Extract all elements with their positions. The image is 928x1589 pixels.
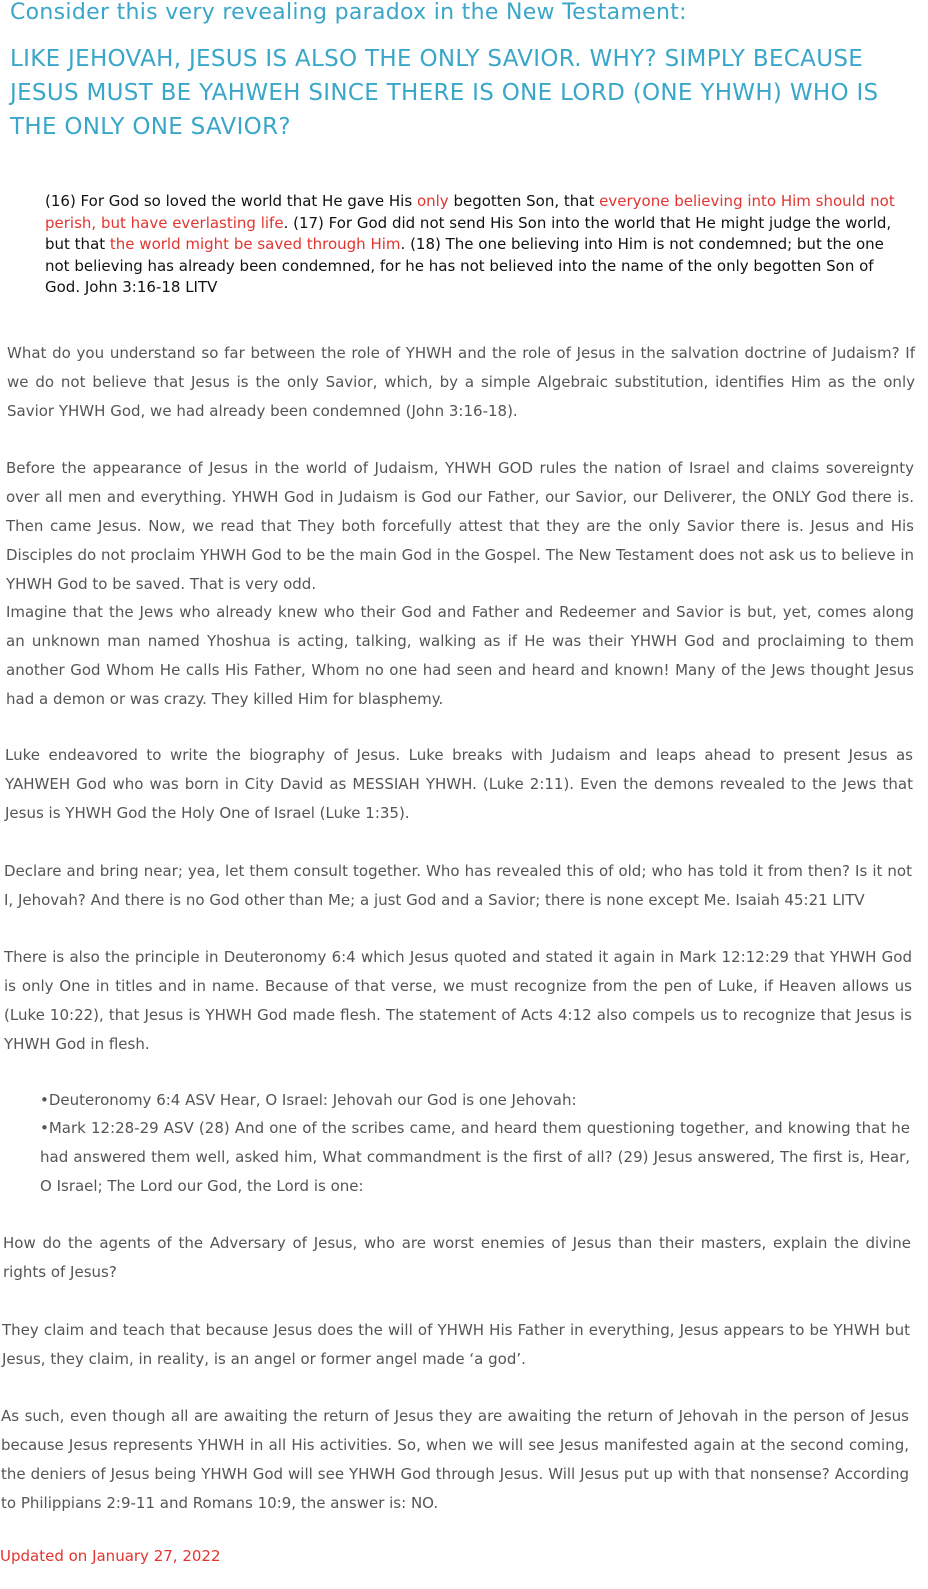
- intro-heading: Consider this very revealing paradox in the New Testament:: [10, 0, 687, 25]
- body-paragraph: They claim and teach that because Jesus does the will of YHWH His Father in everything, Jesus appears to be YHWH but Jesus, they claim, in reality, is an angel or former angel made ‘a god’.: [2, 1321, 910, 1368]
- body-paragraph: There is also the principle in Deuteronomy 6:4 which Jesus quoted and stated it again in Mark 12:12:29 that YHWH God is only One in titles and in name. Because of that verse, we must recognize from the pen of Luke, if Heaven allows us (Luke 10:22), that Jesus is YHWH God made flesh. The statement of Acts 4:12 also compels us to recognize that Jesus is YHWH God in flesh.: [4, 948, 912, 1053]
- quote-highlight: only: [416, 192, 449, 210]
- quote-text: (16) For God so loved the world that He gave His: [45, 192, 417, 210]
- quote-text: . (18) The one believing into Him is not condemned; but the one not believing has already been condemned, for he has not believed into the name of the only begotten Son of God. John 3:16-18 LITV: [45, 235, 884, 297]
- quote-highlight: everyone believing into Him should not perish, but have everlasting life: [45, 192, 895, 232]
- body-paragraph: As such, even though all are awaiting the return of Jesus they are awaiting the return of Jehovah in the person of Jesus because Jesus represents YHWH in all His activities. So, when we will see Jesus manifested again at the second coming, the deniers of Jesus being YHWH God will see YHWH God through Jesus. Will Jesus put up with that nonsense? According to Philippians 2:9-11 and Romans 10:9, the answer is: NO.: [1, 1407, 909, 1512]
- bullet-item: •Mark 12:28-29 ASV (28) And one of the scribes came, and heard them questioning together, and knowing that he had answered them well, asked him, What commandment is the first of all? (29) Jesus answered, The first is, Hear, O Israel; The Lord our God, the Lord is one:: [40, 1119, 910, 1195]
- quote-text: . (17) For God did not send His Son into the world that He might judge the world, but that: [45, 213, 892, 254]
- body-paragraph: How do the agents of the Adversary of Jesus, who are worst enemies of Jesus than their masters, explain the divine rights of Jesus?: [3, 1234, 911, 1281]
- scripture-quote-john-3-16: [45, 191, 907, 299]
- quote-highlight: the world might be saved through Him: [109, 235, 401, 254]
- bullet-item: •Deuteronomy 6:4 ASV Hear, O Israel: Jehovah our God is one Jehovah:: [40, 1091, 577, 1109]
- body-paragraph: Imagine that the Jews who already knew who their God and Father and Redeemer and Savior is but, yet, comes along an unknown man named Yhoshua is acting, talking, walking as if He was their YHWH God and proclaiming to them another God Whom He calls His Father, Whom no one had seen and heard and known! Many of the Jews thought Jesus had a demon or was crazy. They killed Him for blasphemy.: [6, 603, 914, 708]
- updated-date: Updated on January 27, 2022: [0, 1547, 221, 1565]
- body-paragraph: Before the appearance of Jesus in the world of Judaism, YHWH GOD rules the nation of Israel and claims sovereignty over all men and everything. YHWH God in Judaism is God our Father, our Savior, our Deliverer, the ONLY God there is. Then came Jesus. Now, we read that They both forcefully attest that they are the only Savior there is. Jesus and His Disciples do not proclaim YHWH God to be the main God in the Gospel. The New Testament does not ask us to believe in YHWH God to be saved. That is very odd.: [6, 459, 914, 593]
- quote-text: begotten Son, that: [448, 192, 600, 210]
- page-title: LIKE JEHOVAH, JESUS IS ALSO THE ONLY SAVIOR. WHY? SIMPLY BECAUSE JESUS MUST BE YAHWEH SINCE THERE IS ONE LORD (ONE YHWH) WHO IS THE ONLY ONE SAVIOR?: [10, 46, 879, 140]
- body-paragraph: Luke endeavored to write the biography of Jesus. Luke breaks with Judaism and leaps ahead to present Jesus as YAHWEH God who was born in City David as MESSIAH YHWH. (Luke 2:11). Even the demons revealed to the Jews that Jesus is YHWH God the Holy One of Israel (Luke 1:35).: [5, 746, 913, 822]
- scripture-quote-isaiah: Declare and bring near; yea, let them consult together. Who has revealed this of old; who has told it from then? Is it not I, Jehovah? And there is no God other than Me; a just God and a Savior; there is none except Me. Isaiah 45:21 LITV: [4, 862, 912, 909]
- body-paragraph: What do you understand so far between the role of YHWH and the role of Jesus in the salvation doctrine of Judaism? If we do not believe that Jesus is the only Savior, which, by a simple Algebraic substitution, identifies Him as the only Savior YHWH God, we had already been condemned (John 3:16-18).: [7, 344, 915, 420]
